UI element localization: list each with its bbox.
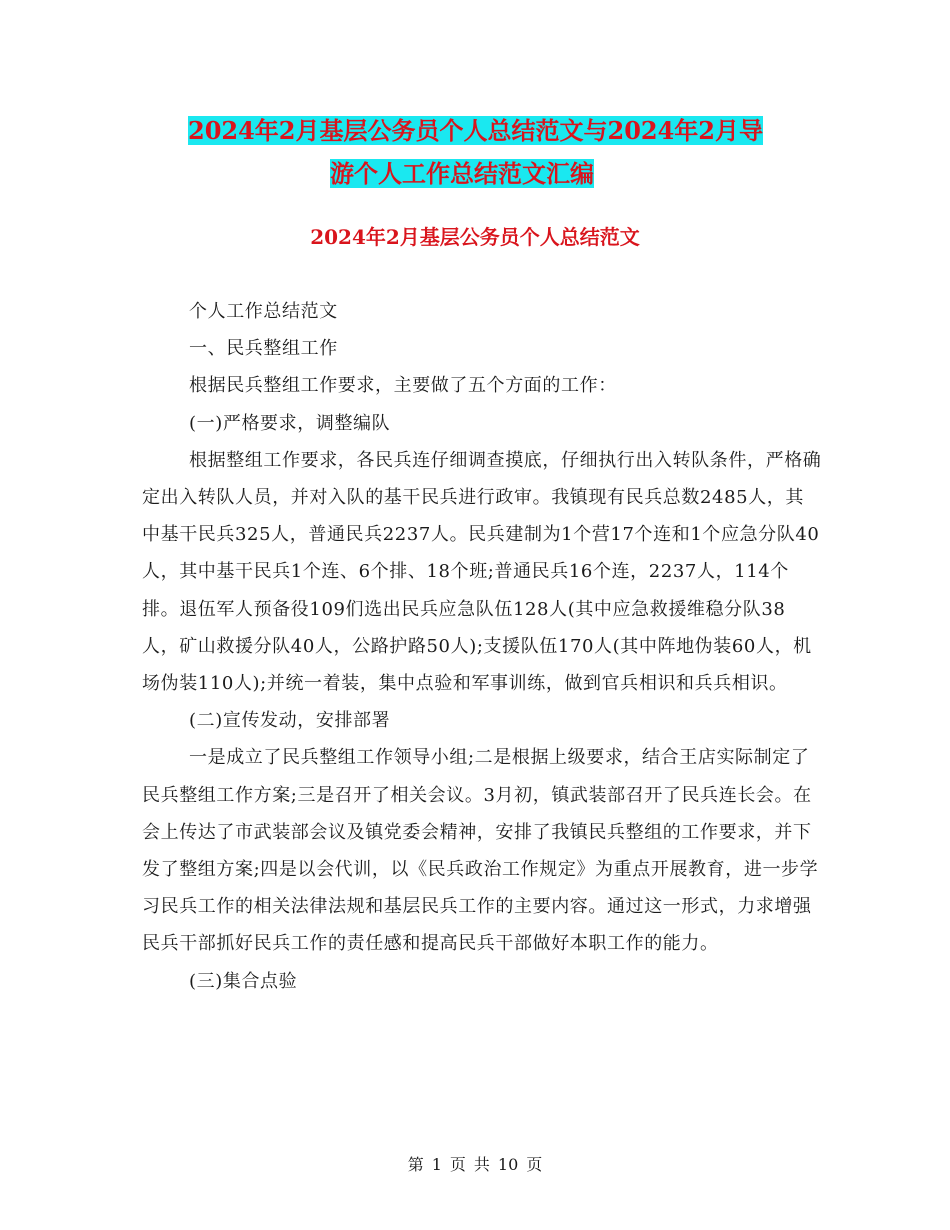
paragraph: 一、民兵整组工作	[189, 338, 338, 360]
paragraph: (一)严格要求，调整编队	[189, 412, 391, 434]
main-title-line-1	[188, 113, 888, 149]
footer-page-label: 第	[407, 1155, 424, 1174]
paragraph: (二)宣传发动，安排部署	[189, 710, 391, 732]
footer-page-unit: 页	[449, 1155, 466, 1174]
paragraph: 个人工作总结范文	[189, 301, 338, 322]
section-subtitle: 2024年2月基层公务员个人总结范文	[310, 225, 640, 249]
footer-total-unit: 页	[526, 1155, 543, 1174]
footer-total-number: 10	[497, 1155, 519, 1174]
main-title-line-2	[330, 156, 950, 192]
footer-total-label: 共	[473, 1155, 490, 1174]
body-text	[142, 293, 822, 1000]
footer-page-number: 1	[431, 1155, 442, 1174]
paragraph: 根据民兵整组工作要求，主要做了五个方面的工作：	[189, 375, 617, 397]
main-title-line-2-text: 游个人工作总结范文汇编	[330, 159, 594, 188]
paragraph: (三)集合点验	[189, 970, 298, 992]
paragraph: 根据整组工作要求，各民兵连仔细调查摸底，仔细执行出入转队条件，严格确定出入转队人员，并对入队的基干民兵进行政审。我镇现有民兵总数2485人，其中基干民兵325人，普通民兵2237人。民兵建制为1个营17个连和1个应急分队40人，其中基干民兵1个连、6个排、18个班;普通民兵16个连，2237人，114个排。退伍军人预备役109们选出民兵应急队伍128人(其中应急救援维稳分队38人，矿山救援分队40人，公路护路50人);支援队伍170人(其中阵地伪装60人，机场伪装110人);并统一着装，集中点验和军事训练，做到官兵相识和兵兵相识。	[142, 449, 822, 695]
page-footer	[0, 1152, 950, 1175]
paragraph: 一是成立了民兵整组工作领导小组;二是根据上级要求，结合王店实际制定了民兵整组工作方案;三是召开了相关会议。3月初，镇武装部召开了民兵连长会。在会上传达了市武装部会议及镇党委会精神，安排了我镇民兵整组的工作要求，并下发了整组方案;四是以会代训，以《民兵政治工作规定》为重点开展教育，进一步学习民兵工作的相关法律法规和基层民兵工作的主要内容。通过这一形式，力求增强民兵干部抓好民兵工作的责任感和提高民兵干部做好本职工作的能力。	[142, 747, 819, 955]
main-title-line-1-text: 2024年2月基层公务员个人总结范文与2024年2月导	[188, 116, 763, 145]
